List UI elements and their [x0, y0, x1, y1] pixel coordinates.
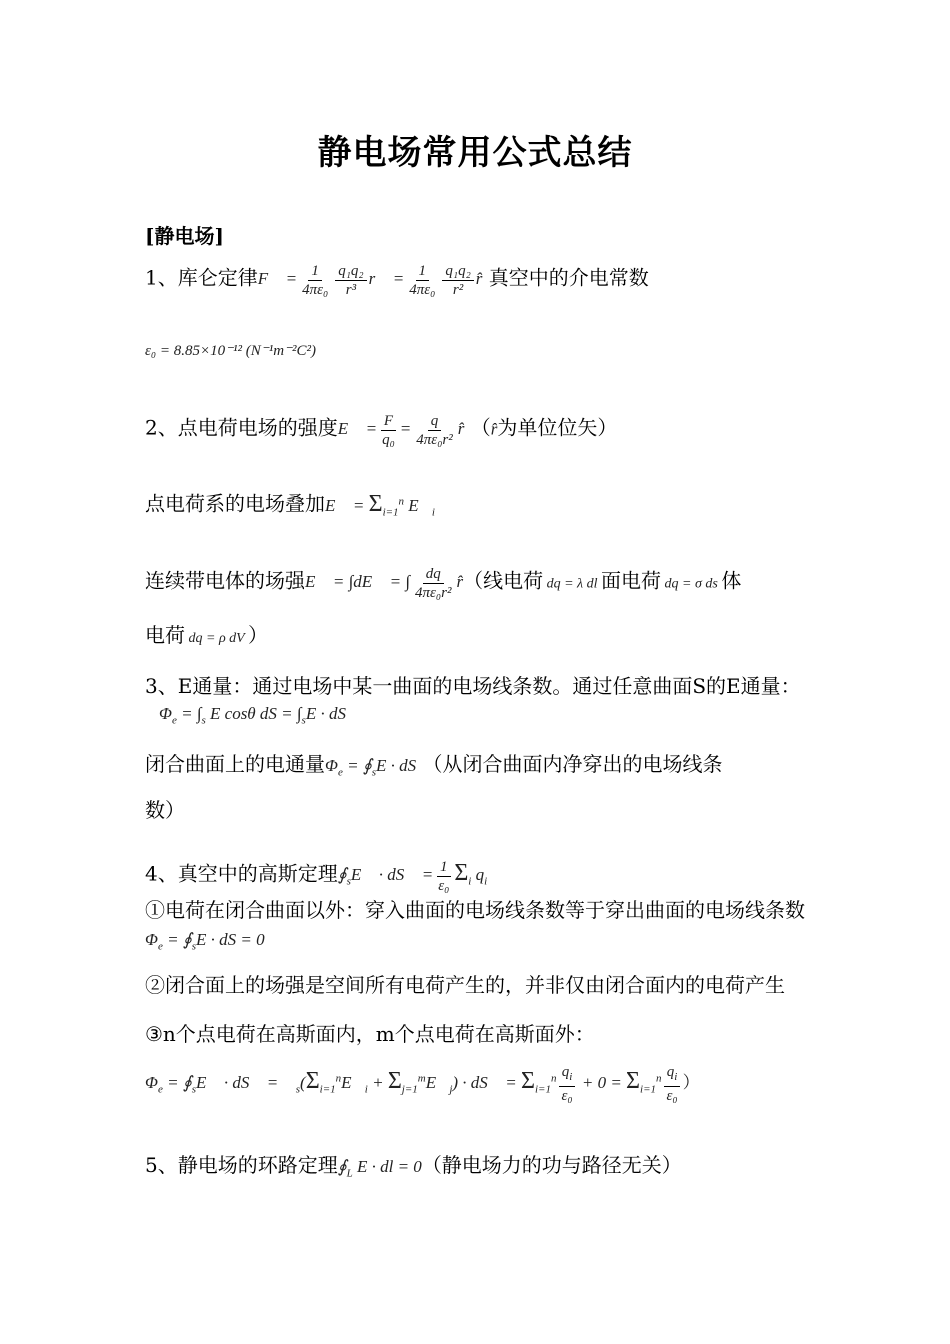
closed-flux-note: （从闭合曲面内净穿出的电场线条	[422, 752, 723, 776]
gauss-case-1-text: ①电荷在闭合曲面以外：穿入曲面的电场线条数等于穿出曲面的电场线条数	[145, 898, 805, 922]
gauss-case-3: ③n个点电荷在高斯面内，m个点电荷在高斯面外：	[145, 1022, 595, 1046]
gauss-label: 4、真空中的高斯定理	[145, 861, 338, 886]
point-charge-paren: （	[470, 415, 491, 440]
section-heading: [静电场]	[145, 224, 224, 248]
superposition-label: 点电荷系的电场叠加	[145, 491, 325, 516]
loop-theorem-label: 5、静电场的环路定理	[145, 1153, 338, 1177]
gauss-case-2: ②闭合面上的场强是空间所有电荷产生的，并非仅由闭合面内的电荷产生	[145, 973, 785, 997]
continuous-label: 连续带电体的场强	[145, 568, 305, 593]
continuous-charge-line	[145, 565, 815, 602]
formula-close-paren: ）	[682, 1072, 700, 1092]
vacuum-permittivity: ε₀ = 8.85×10⁻¹² (N⁻¹m⁻²C²)	[145, 343, 316, 359]
coulomb-formula: F⃗ = $\frac{1}{\text{4πε₀}}$ $\frac{\text{q₁q₂}}{\text{r³}}$ r⃗ = $\frac{1}{\text{4πε₀}}$ $\frac{\text{q₁q₂}}{\text{r²}}$ r̂	[257, 263, 483, 298]
line-charge-label: （线电荷	[463, 568, 544, 593]
gauss-formula: $∮_sE⃗$ · dS⃗ = $\frac{1}{\text{ε₀}}$ $\Sigma_i$ $q_i$	[337, 859, 488, 894]
surface-charge-label: 面电荷	[601, 568, 661, 593]
volume-charge-formula: dq = ρ dV	[185, 631, 248, 646]
loop-theorem-line	[145, 1152, 815, 1186]
point-charge-formula: E⃗ = $\frac{F}{\text{q₀}}$ = $\frac{q}{\text{4πε₀r²}}$ r̂	[337, 413, 465, 448]
gauss-law-line	[145, 858, 815, 895]
coulomb-law-label: 1、库仑定律	[145, 265, 258, 290]
page-title: 静电场常用公式总结	[317, 133, 633, 173]
gauss-case-1	[145, 897, 810, 959]
line-charge-formula: dq = λ dl	[543, 576, 601, 592]
e-flux-formula: $\Phi_e = \int_s$ E cosθ dS = $\int_sE$ · dS	[159, 704, 346, 727]
closed-flux-note-2: 数）	[145, 798, 185, 822]
point-charge-field-line	[145, 412, 815, 449]
superposition-line	[145, 488, 815, 525]
closed-flux-formula: $\Phi_e$ = $∮_sE$ · dS	[325, 756, 417, 779]
loop-theorem-note: （静电场力的功与路径无关）	[421, 1153, 682, 1177]
point-charge-note: 为单位位矢）	[497, 415, 618, 440]
closed-surface-flux-line	[145, 751, 815, 785]
unit-vector-symbol: r̂	[490, 419, 498, 439]
closed-flux-label: 闭合曲面上的电通量	[145, 752, 325, 776]
gauss-superposition-formula: $\Phi_e$ = $∮_sE⃗$ · dS⃗ = $∮_s(\Sigma_{i=1}^nE⃗_i$ + $\Sigma_{j=1}^mE⃗_j$) · dS⃗ = $\Sigma_{i=1}^n$ $\frac{q_i}{\text{ε₀}}$ + $0 = \Sigma_{i=1}^n$ $\frac{q_i}{\text{ε₀}}$ ）	[145, 1064, 700, 1104]
coulomb-law-line	[145, 262, 815, 299]
point-charge-label: 2、点电荷电场的强度	[145, 415, 338, 440]
superposition-formula: E⃗ = $\Sigma_{i=1}^n$ $E⃗_i$	[325, 490, 435, 519]
e-flux-definition	[145, 673, 810, 733]
continuous-charge-line-2	[145, 622, 815, 652]
close-paren: ）	[247, 623, 268, 647]
e-flux-text: 3、E通量：通过电场中某一曲面的电场线条数。通过任意曲面S的E通量：	[145, 674, 801, 698]
coulomb-tail: 真空中的介电常数	[488, 265, 649, 290]
volume-charge-label: 体	[721, 568, 742, 593]
loop-theorem-formula: $∮_L$ E · dl = 0	[337, 1157, 422, 1180]
gauss-case-1-formula: $\Phi_e$ = $∮_sE$ · dS = 0	[145, 930, 265, 953]
volume-charge-label-2: 电荷	[145, 623, 185, 647]
surface-charge-formula: dq = σ ds	[661, 576, 722, 592]
continuous-formula: E⃗ = ∫dE⃗ = ∫ $\frac{dq}{\text{4πε₀r²}}$ r̂	[305, 566, 464, 601]
